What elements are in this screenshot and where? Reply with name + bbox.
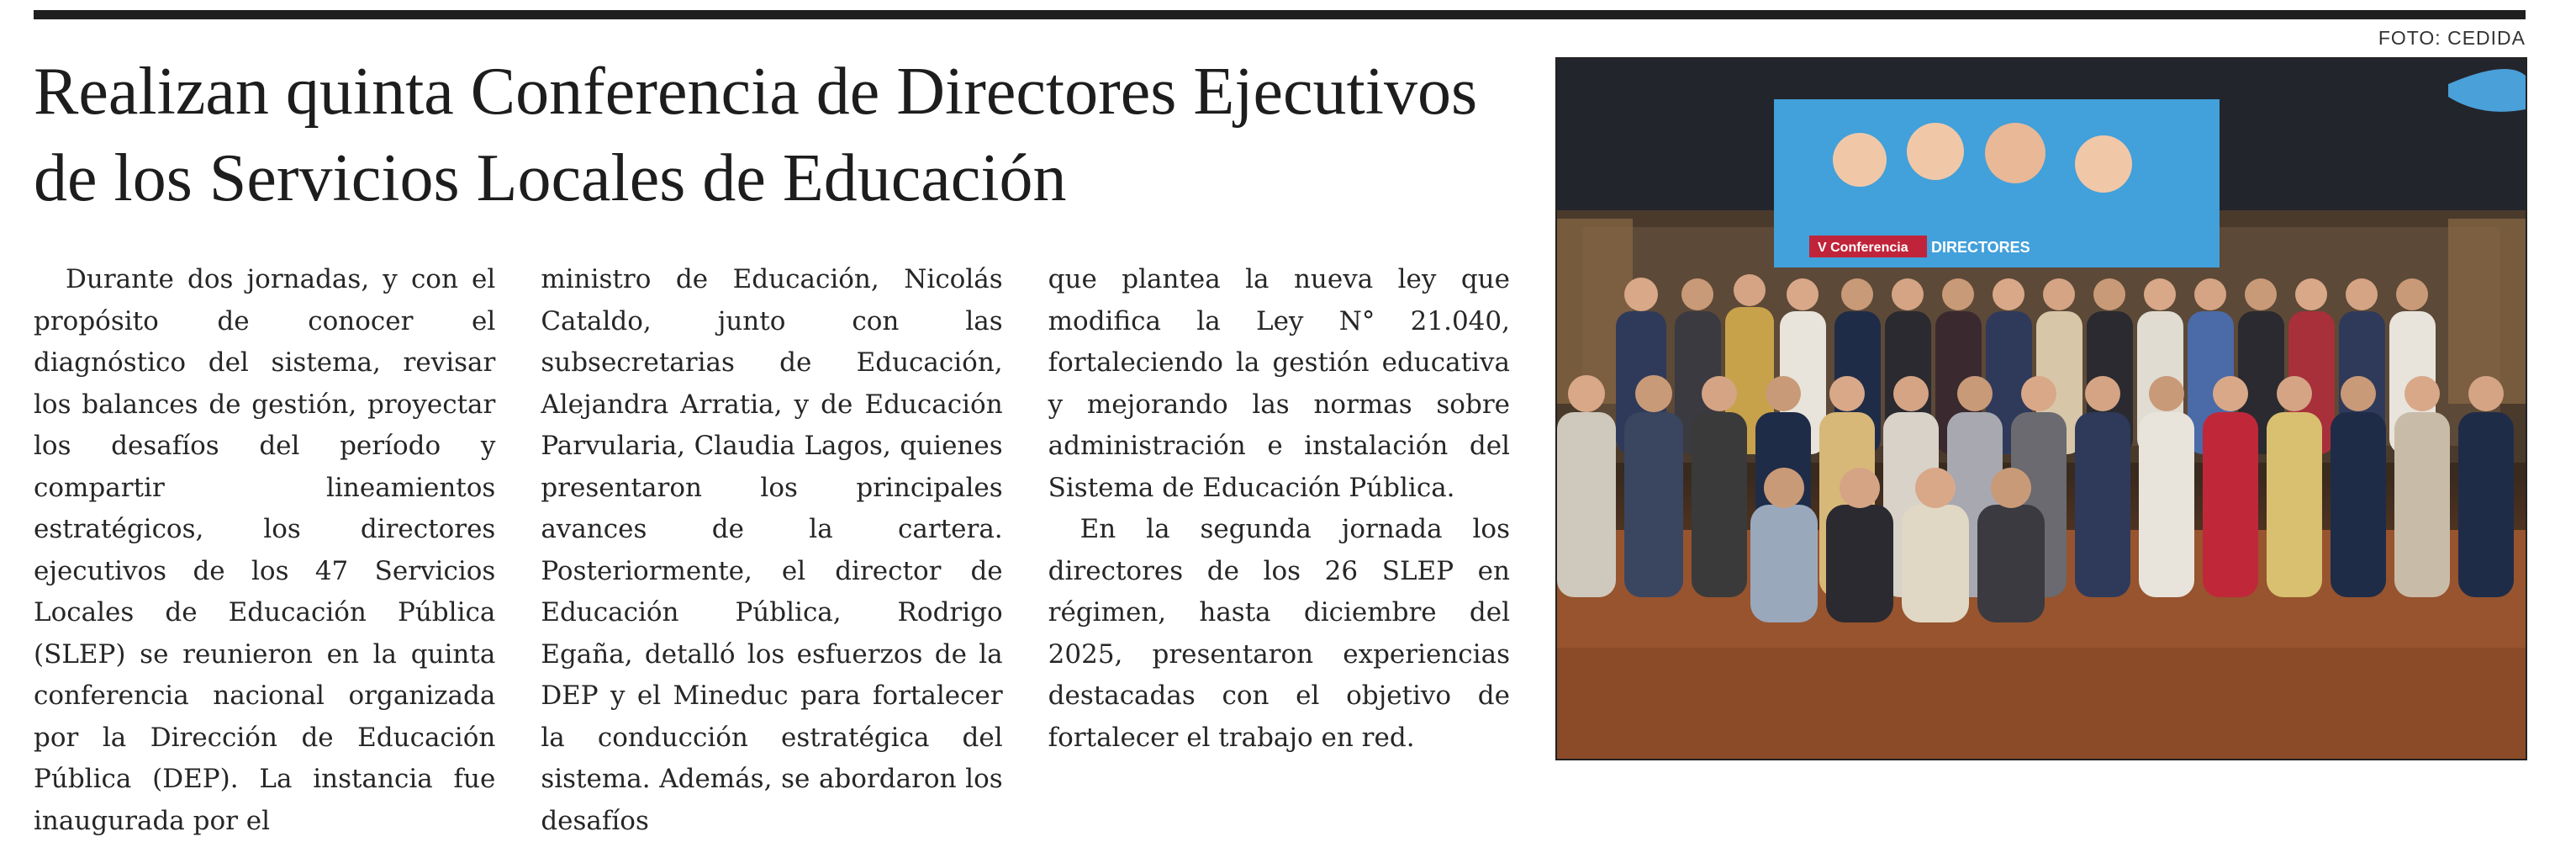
screen-subtitle-text: DIRECTORES (1931, 239, 2030, 256)
body-column-1 (34, 259, 495, 842)
event-photo (1555, 57, 2527, 760)
top-rule (34, 10, 2526, 19)
body-column-3 (1048, 259, 1510, 842)
body-column-2 (541, 259, 1002, 842)
screen-banner-text: V Conferencia (1818, 241, 1908, 255)
body-paragraph: En la segunda jornada los directores de los 26 SLEP en régimen, hasta diciembre del 2025, presentaron experiencias destacadas con el objetivo de fortalecer el trabajo en red. (1048, 514, 1510, 753)
body-paragraph: que plantea la nueva ley que modifica la Ley N° 21.040, fortaleciendo la gestión educativa y mejorando las normas sobre administración e instalación del Sistema de Educación Pública. (1048, 264, 1510, 503)
article-body (34, 259, 1510, 836)
body-paragraph: Durante dos jornadas, y con el propósito de conocer el diagnóstico del sistema, revisar los balances de gestión, proyectar los desafíos del período y compartir lineamientos estratégicos, los directores ejecutivos de los 47 Servicios Locales de Educación Pública (SLEP) se reunieron en la quinta conferencia nacional organizada por la Dirección de Educación Pública (DEP). La instancia fue inaugurada por el (34, 264, 496, 836)
photo-credit: FOTO: CEDIDA (2378, 27, 2526, 49)
headline: Realizan quinta Conferencia de Directores Ejecutivos de los Servicios Locales de Educación (34, 55, 1478, 215)
group-photo-illustration (1557, 59, 2526, 759)
body-paragraph: ministro de Educación, Nicolás Cataldo, junto con las subsecretarias de Educación, Alejandra Arratia, y de Educación Parvularia, Claudia Lagos, quienes presentaron los principales avances de la cartera. Posteriormente, el director de Educación Pública, Rodrigo Egaña, detalló los esfuerzos de la DEP y el Mineduc para fortalecer la conducción estratégica del sistema. Además, se abordaron los desafíos (541, 264, 1003, 836)
